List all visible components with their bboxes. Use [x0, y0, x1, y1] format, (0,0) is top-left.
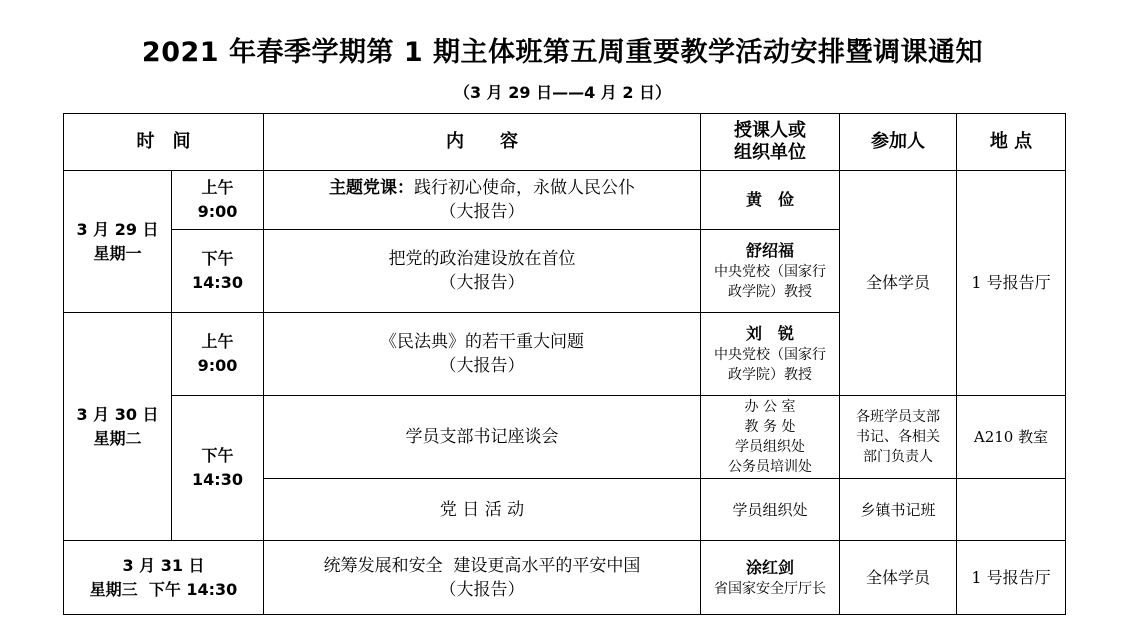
participants-line: 各班学员支部 [856, 409, 940, 425]
content-note: （大报告） [439, 202, 525, 222]
content-main: 党 日 活 动 [439, 499, 525, 520]
lecturer-cell [701, 541, 840, 615]
lecturer-org-line2: 政学院）教授 [728, 284, 812, 300]
lecturer-cell [701, 171, 840, 230]
lecturer-name: 黄 俭 [745, 190, 794, 209]
date-cell-wednesday [64, 541, 264, 615]
period-label: 上午 [201, 178, 234, 197]
date-cell-monday [64, 171, 172, 313]
participants-line: 部门负责人 [863, 449, 933, 465]
header-content: 内 容 [264, 114, 701, 171]
location-merged-cell: 1 号报告厅 [957, 171, 1066, 396]
location-cell: A210 教室 [957, 396, 1066, 479]
document-title: 2021 年春季学期第 1 期主体班第五周重要教学活动安排暨调课通知 [141, 37, 984, 68]
content-cell [264, 313, 701, 396]
weekday-label: 星期一 [93, 243, 142, 263]
header-row [64, 114, 1066, 171]
date-label: 3 月 30 日 [76, 404, 159, 424]
lecturer-name: 刘 锐 [745, 324, 794, 343]
header-lecturer [701, 114, 840, 171]
lecturer-org-line1: 中央党校（国家行 [714, 264, 826, 280]
weekday-time-label: 星期三 下午 14:30 [89, 579, 238, 599]
content-note: （大报告） [439, 273, 525, 293]
lecturer-name: 涂红剑 [745, 557, 794, 577]
lecturer-org-line2: 政学院）教授 [728, 367, 812, 383]
location-cell: 1 号报告厅 [957, 541, 1066, 615]
lecturer-cell [701, 313, 840, 396]
time-cell [172, 313, 264, 396]
content-cell [264, 541, 701, 615]
organizer-cell: 学员组织处 [701, 479, 840, 541]
date-label: 3 月 29 日 [76, 219, 159, 239]
date-label: 3 月 31 日 [122, 555, 205, 575]
time-label: 14:30 [192, 273, 243, 292]
organizer-line: 学员组织处 [735, 439, 805, 455]
period-label: 下午 [201, 446, 234, 465]
time-cell [172, 171, 264, 230]
organizer-cell [701, 396, 840, 479]
content-cell [264, 171, 701, 230]
lecturer-name: 舒绍福 [745, 241, 794, 260]
content-note: （大报告） [439, 356, 525, 376]
schedule-table [63, 113, 1066, 615]
time-cell [172, 230, 264, 313]
time-label: 9:00 [197, 356, 238, 375]
organizer-line: 公务员培训处 [728, 459, 812, 475]
participants-merged-cell: 全体学员 [840, 171, 957, 396]
organizer-line: 教 务 处 [744, 419, 796, 435]
lecturer-cell [701, 230, 840, 313]
organizer-line: 办 公 室 [744, 399, 796, 415]
table-row [64, 171, 1066, 230]
period-label: 下午 [201, 249, 234, 268]
content-main: 把党的政治建设放在首位 [388, 249, 576, 269]
table-row [64, 541, 1066, 615]
period-label: 上午 [201, 332, 234, 351]
lecturer-org: 省国家安全厅厅长 [714, 580, 826, 597]
header-lecturer-line1: 授课人或 [734, 120, 806, 141]
date-cell-tuesday [64, 313, 172, 541]
content-cell [264, 230, 701, 313]
header-participants: 参加人 [840, 114, 957, 171]
participants-cell [840, 396, 957, 479]
participants-cell: 乡镇书记班 [840, 479, 957, 541]
header-time: 时 间 [64, 114, 264, 171]
location-cell [957, 479, 1066, 541]
weekday-label: 星期二 [93, 428, 142, 448]
header-lecturer-line2: 组织单位 [734, 142, 806, 163]
content-cell [264, 479, 701, 541]
content-main: 学员支部书记座谈会 [405, 427, 559, 447]
table-row [64, 396, 1066, 479]
time-label: 9:00 [197, 202, 238, 221]
lecturer-org-line1: 中央党校（国家行 [714, 347, 826, 363]
participants-cell: 全体学员 [840, 541, 957, 615]
content-main: 《民法典》的若干重大问题 [380, 332, 584, 352]
participants-line: 书记、各相关 [856, 429, 940, 445]
document-subtitle: （3 月 29 日——4 月 2 日） [453, 83, 672, 102]
content-cell [264, 396, 701, 479]
header-location: 地 点 [957, 114, 1066, 171]
content-main: 践行初心使命，永做人民公仆 [414, 178, 635, 198]
time-cell [172, 396, 264, 541]
time-label: 14:30 [192, 470, 243, 489]
content-main: 统筹发展和安全 建设更高水平的平安中国 [323, 555, 641, 576]
content-prefix: 主题党课： [329, 178, 414, 198]
content-note: （大报告） [439, 579, 525, 600]
